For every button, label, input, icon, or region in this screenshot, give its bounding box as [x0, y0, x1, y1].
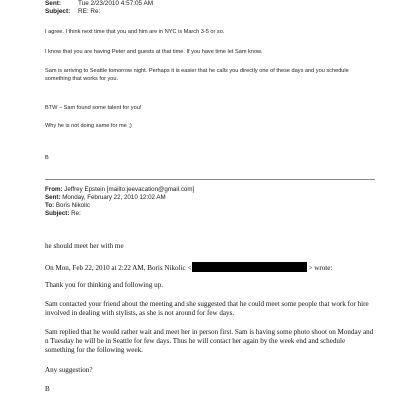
quoted-paragraph: Any suggestion? — [45, 366, 93, 374]
from-label: From: — [45, 186, 63, 193]
attribution-suffix: > wrote: — [308, 264, 333, 272]
sent-row — [45, 0, 153, 8]
reply-paragraph: BTW – Sam found some talent for you! — [45, 105, 142, 111]
quoted-subject-label: Subject: — [45, 210, 70, 217]
to-value: Boris Nikolic — [55, 202, 90, 209]
to-label: To: — [45, 202, 55, 209]
subject-value: RE: Re: — [78, 8, 101, 15]
quoted-subject-value: Re: — [71, 210, 81, 217]
reply-paragraph: Why he is not doing same for me ;) — [45, 123, 132, 129]
quoted-signature: B — [45, 385, 50, 393]
quoted-sent-value: Monday, February 22, 2010 12:02 AM — [62, 194, 166, 201]
quoted-subject-row — [45, 210, 81, 218]
email-divider — [45, 179, 375, 180]
from-value: Jeffrey Epstein [mailto:jeevacation@gmail.com] — [64, 186, 195, 193]
redaction-bar — [192, 262, 307, 272]
reply-paragraph: I know that you are having Peter and guests at that time. If you have time let Sam know. — [45, 49, 263, 55]
reply-paragraph: I agree. I think next time that you and him are in NYC is March 3-5 or so. — [45, 29, 225, 35]
quoted-paragraph: Sam contacted your friend about the meeting and she suggested that he could meet some people that work for hire involved in dealing with stylists, as she is not around for few days. — [45, 300, 369, 317]
sent-label: Sent: — [45, 0, 61, 7]
subject-label: Subject: — [45, 8, 71, 15]
quoted-line: he should meet her with me — [45, 242, 124, 250]
quoted-sent-label: Sent: — [45, 194, 61, 201]
quoted-paragraph: Thank you for thinking and following up. — [45, 281, 164, 289]
subject-row — [45, 8, 100, 16]
reply-signature: B — [45, 155, 49, 161]
sent-value: Tue 2/23/2010 4:57:05 AM — [78, 0, 154, 7]
reply-paragraph: Sam is arriving to Seattle tomorrow night. Perhaps it is easier that he calls you directly one of these days and you schedule something that works for you. — [45, 68, 349, 83]
quoted-paragraph: Sam replied that he would rather wait and meet her in person first. Sam is having some photo shoot on Monday and n Tuesday he will be in Seattle for few days. Thus he will contact her again by the week end and schedule something for the following week. — [45, 328, 374, 354]
attribution-prefix: On Mon, Feb 22, 2010 at 2:22 AM, Boris Nikolic < — [45, 264, 192, 272]
quote-attribution — [45, 262, 375, 273]
